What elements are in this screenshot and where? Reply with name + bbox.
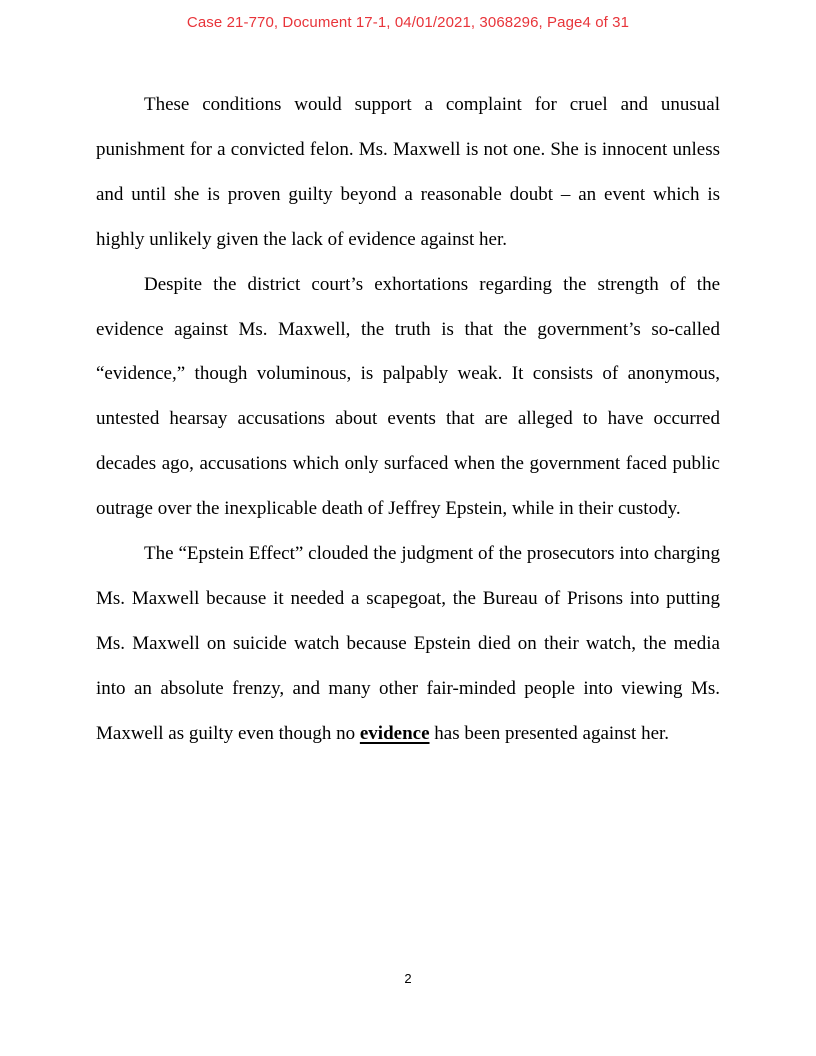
paragraph-2: Despite the district court’s exhortations regarding the strength of the evidence against Ms. Maxwell, the truth is that the government’s so-called “evidence,” though voluminous, is palpably weak. It consists of anonymous, untested hearsay accusations about events that are alleged to have occurred decades ago, accusations which only surfaced when the government faced public outrage over the inexplicable death of Jeffrey Epstein, while in their custody. [96, 273, 720, 520]
page-number: 2 [404, 971, 412, 986]
paragraph-3-text: The “Epstein Effect” clouded the judgment of the prosecutors into charging Ms. Maxwell because it needed a scapegoat, the Bureau of Prisons into putting Ms. Maxwell on suicide watch because Epstein died on their watch, the media into an absolute frenzy, and many other fair-minded people into viewing Ms. Maxwell as guilty even though no [96, 543, 720, 744]
paragraph-1: These conditions would support a complaint for cruel and unusual punishment for a convicted felon. Ms. Maxwell is not one. She is innocent unless and until she is proven guilty beyond a reasonable doubt – an event which is highly unlikely given the lack of evidence against her. [96, 94, 720, 250]
paragraph-3 [96, 532, 720, 757]
case-header: Case 21-770, Document 17-1, 04/01/2021, 3068296, Page4 of 31 [186, 14, 630, 31]
evidence-emphasis: evidence [359, 722, 430, 744]
document-body [96, 83, 720, 757]
paragraph-3-ending: has been presented against her. [429, 722, 670, 744]
